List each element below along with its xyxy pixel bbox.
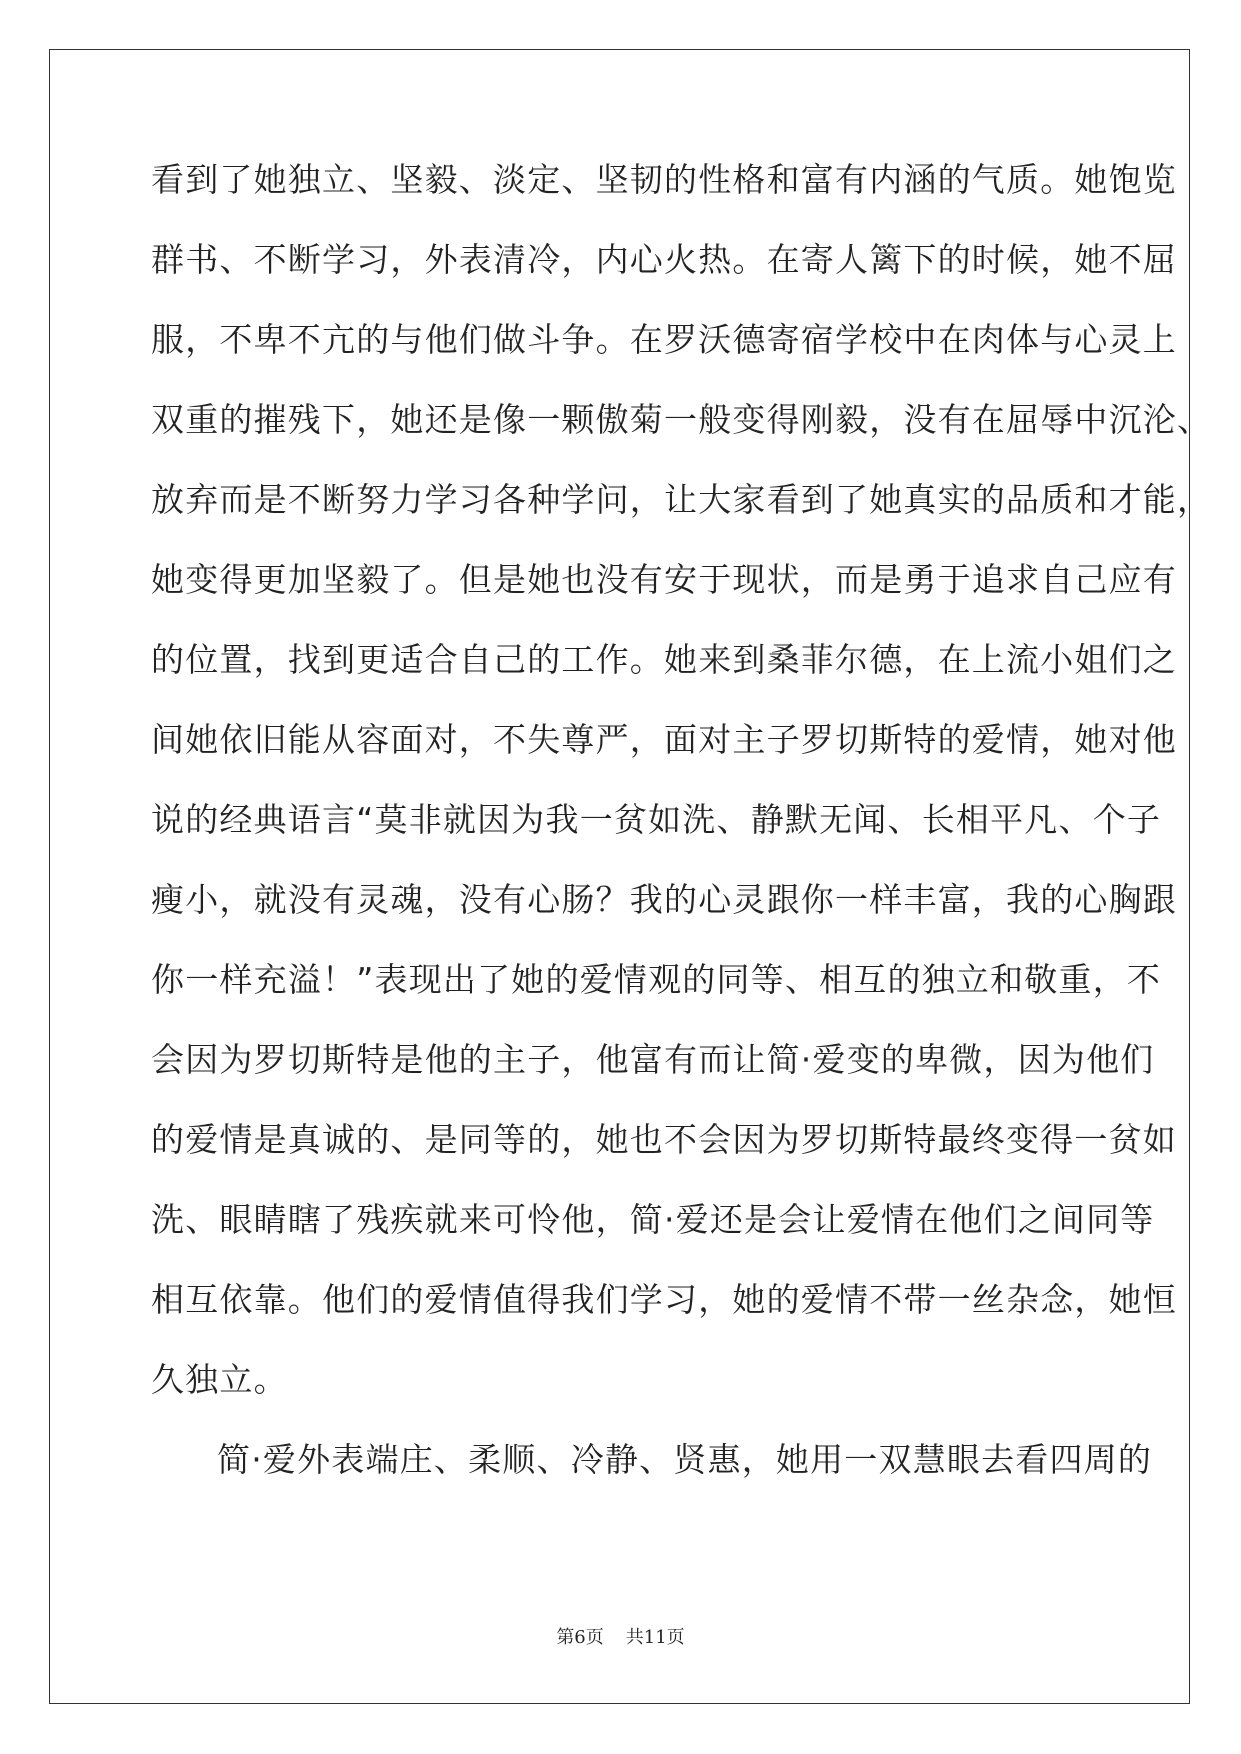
page-total: 共11页 bbox=[625, 1627, 685, 1648]
text-line: 久独立。 bbox=[151, 1360, 288, 1399]
text-line: 的位置，找到更适合自己的工作。她来到桑菲尔德，在上流小姐们之 bbox=[151, 640, 1177, 679]
text-line: 你一样充溢！”表现出了她的爱情观的同等、相互的独立和敬重，不 bbox=[151, 960, 1162, 999]
text-line: 瘦小，就没有灵魂，没有心肠？我的心灵跟你一样丰富，我的心胸跟 bbox=[151, 880, 1177, 919]
text-line: 群书、不断学习，外表清冷，内心火热。在寄人篱下的时候，她不屈 bbox=[151, 240, 1177, 279]
text-line: 双重的摧残下，她还是像一颗傲菊一般变得刚毅，没有在屈辱中沉沦、 bbox=[151, 400, 1212, 439]
text-line: 放弃而是不断努力学习各种学问，让大家看到了她真实的品质和才能， bbox=[151, 480, 1212, 519]
text-line: 服，不卑不亢的与他们做斗争。在罗沃德寄宿学校中在肉体与心灵上 bbox=[151, 320, 1177, 359]
page-footer bbox=[0, 1623, 1241, 1649]
document-body bbox=[151, 160, 1212, 1523]
text-line: 她变得更加坚毅了。但是她也没有安于现状，而是勇于追求自己应有 bbox=[151, 560, 1177, 599]
text-line: 的爱情是真诚的、是同等的，她也不会因为罗切斯特最终变得一贫如 bbox=[151, 1120, 1177, 1159]
text-line: 看到了她独立、坚毅、淡定、坚韧的性格和富有内涵的气质。她饱览 bbox=[151, 160, 1177, 199]
page-number: 第6页 bbox=[556, 1627, 604, 1648]
text-line: 相互依靠。他们的爱情值得我们学习，她的爱情不带一丝杂念，她恒 bbox=[151, 1280, 1177, 1319]
text-line: 间她依旧能从容面对，不失尊严，面对主子罗切斯特的爱情，她对他 bbox=[151, 720, 1177, 759]
text-line: 说的经典语言“莫非就因为我一贫如洗、静默无闻、长相平凡、个子 bbox=[151, 800, 1162, 839]
paragraph-first-line: 简·爱外表端庄、柔顺、冷静、贤惠，她用一双慧眼去看四周的 bbox=[217, 1440, 1153, 1479]
text-line: 会因为罗切斯特是他的主子，他富有而让简·爱变的卑微，因为他们 bbox=[151, 1040, 1155, 1079]
text-line: 洗、眼睛瞎了残疾就来可怜他，简·爱还是会让爱情在他们之间同等 bbox=[151, 1200, 1155, 1239]
